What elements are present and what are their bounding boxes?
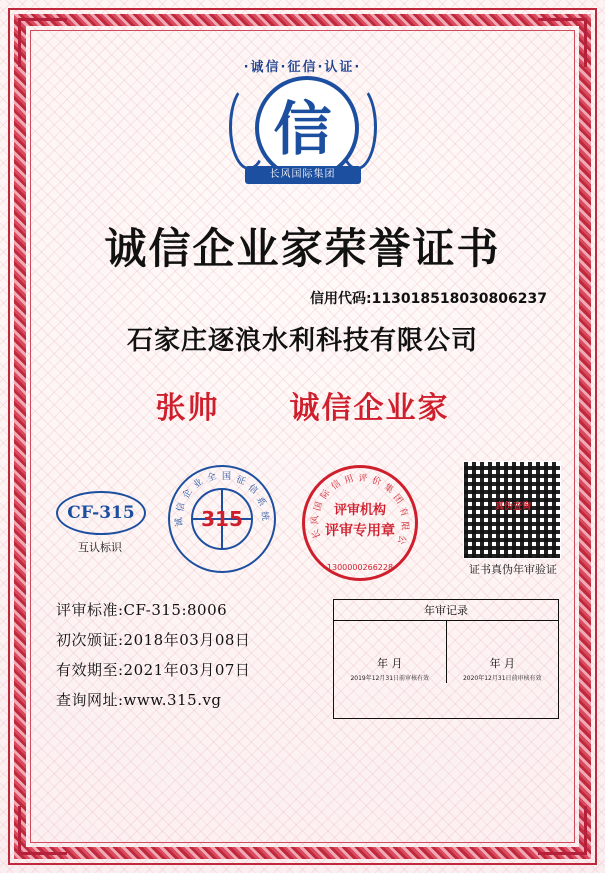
red-seal-ring-text: 长 风 国 际 信 用 评 价 集 团 有 限 公 — [310, 473, 410, 546]
field-website: 查询网址:www.315.vg — [56, 691, 222, 709]
detail-fields — [40, 599, 333, 719]
annual-review-cell — [334, 621, 447, 683]
red-seal-line2: 评审专用章 — [325, 523, 395, 539]
annual-review-date: 年 月 — [377, 657, 403, 670]
field-standard: 评审标准:CF-315:8006 — [56, 601, 228, 619]
qr-overlay-text: 真伪查询 — [494, 502, 531, 512]
qr-caption: 证书真伪年审验证 — [469, 563, 557, 576]
annual-review-note: 2020年12月31日前审核有效 — [462, 675, 542, 682]
blue-seal-center-text: 315 — [201, 507, 243, 531]
person-name: 张帅 — [155, 391, 220, 426]
cf-badge: CF-315 — [56, 491, 146, 535]
red-seal-inner — [323, 501, 397, 545]
certificate-content — [40, 36, 565, 837]
red-seal — [302, 465, 418, 581]
credit-code: 信用代码:113018518030806237 — [310, 291, 547, 307]
emblem-arc-text: ·诚信·征信·认证· — [243, 60, 362, 75]
company-name: 石家庄逐浪水利科技有限公司 — [126, 326, 478, 356]
annual-review-date: 年 月 — [489, 657, 515, 670]
certificate-title: 诚信企业家荣誉证书 — [104, 224, 501, 273]
red-seal-line1: 评审机构 — [333, 503, 386, 518]
annual-review-cells — [334, 621, 558, 683]
blue-seal — [168, 465, 276, 573]
annual-review-cell — [447, 621, 559, 683]
emblem-center-glyph: 信 — [273, 95, 332, 163]
cf-badge-caption: 互认标识 — [78, 541, 122, 554]
field-valid-until: 有效期至:2021年03月07日 — [56, 661, 251, 679]
annual-review-note: 2019年12月31日前审核有效 — [350, 675, 430, 682]
red-seal-number: 1300000266228 — [326, 563, 394, 572]
annual-review-header: 年审记录 — [334, 600, 558, 621]
field-issue-date: 初次颁证:2018年03月08日 — [56, 631, 251, 649]
emblem-ribbon-text: 长风国际集团 — [245, 166, 361, 184]
seals-row — [40, 455, 565, 585]
certificate-footer — [40, 599, 565, 719]
honor-title: 诚信企业家 — [289, 391, 450, 426]
organization-emblem — [219, 54, 387, 194]
globe-icon — [191, 488, 253, 550]
annual-review-table — [333, 599, 559, 719]
award-line — [40, 383, 565, 427]
blue-seal-ring-text: 诚 信 企 业 全 国 征 信 系 统 — [174, 471, 270, 528]
